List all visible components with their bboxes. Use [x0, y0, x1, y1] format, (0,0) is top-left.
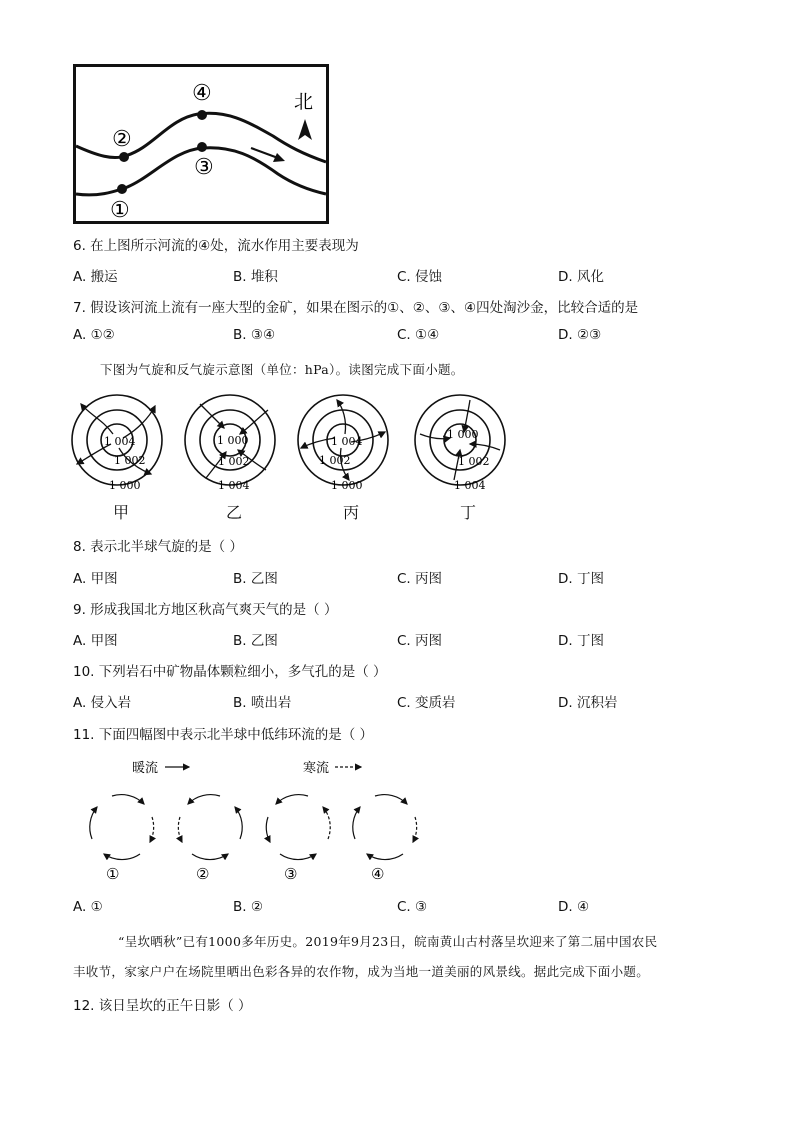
point-label-2: ② — [112, 127, 132, 152]
point-label-1: ① — [110, 198, 130, 223]
question-9: 9. 形成我国北方地区秋高气爽天气的是（ ） — [73, 602, 338, 618]
diagram-bing — [298, 395, 388, 492]
yi-center: 1 000 — [217, 434, 249, 447]
current-circle-3 — [266, 795, 330, 860]
q11-option-c[interactable]: C. ③ — [397, 899, 428, 915]
q6-option-a[interactable]: A. 搬运 — [73, 269, 118, 285]
current-circle-2 — [178, 795, 242, 860]
q8-option-d[interactable]: D. 丁图 — [558, 571, 604, 587]
question-7: 7. 假设该河流上流有一座大型的金矿，如果在图示的①、②、③、④四处淘沙金，比较合适的是 — [73, 300, 639, 316]
diagram-yi — [185, 395, 275, 492]
ding-outer: 1 004 — [454, 479, 486, 492]
river-map-figure — [73, 64, 329, 224]
pressure-diagrams — [70, 388, 520, 523]
point-label-4: ④ — [192, 81, 212, 106]
q9-option-b[interactable]: B. 乙图 — [233, 633, 278, 649]
q7-option-a[interactable]: A. ①② — [73, 327, 115, 343]
jia-outer: 1 000 — [109, 479, 141, 492]
q7-option-b[interactable]: B. ③④ — [233, 327, 276, 343]
yi-outer: 1 004 — [218, 479, 250, 492]
pressure-diagram-figure — [70, 388, 520, 523]
q6-option-b[interactable]: B. 堆积 — [233, 269, 278, 285]
caption-bing: 丙 — [343, 503, 360, 522]
bing-mid: 1 002 — [319, 454, 351, 467]
current-circle-4 — [353, 795, 417, 860]
north-label: 北 — [294, 91, 314, 113]
q6-option-c[interactable]: C. 侵蚀 — [397, 269, 443, 285]
current-diagrams — [85, 755, 430, 885]
bing-center: 1 004 — [331, 435, 363, 448]
intro-shaiqiu-line2: 丰收节，家家户户在场院里晒出色彩各异的农作物，成为当地一道美丽的风景线。据此完成下面小题。 — [73, 964, 650, 979]
yi-mid: 1 002 — [218, 455, 250, 468]
q10-option-d[interactable]: D. 沉积岩 — [558, 695, 618, 711]
bing-outer: 1 000 — [331, 479, 363, 492]
q10-option-c[interactable]: C. 变质岩 — [397, 695, 456, 711]
q7-option-c[interactable]: C. ①④ — [397, 327, 440, 343]
q11-option-d[interactable]: D. ④ — [558, 899, 590, 915]
q8-option-a[interactable]: A. 甲图 — [73, 571, 118, 587]
q10-option-b[interactable]: B. 喷出岩 — [233, 695, 292, 711]
diagram-ding — [415, 395, 505, 492]
question-11: 11. 下面四幅图中表示北半球中低纬环流的是（ ） — [73, 727, 374, 743]
current-label-4: ④ — [371, 865, 385, 883]
question-12: 12. 该日呈坎的正午日影（ ） — [73, 998, 252, 1014]
legend-cold: 寒流 — [303, 761, 330, 776]
q7-option-d[interactable]: D. ②③ — [558, 327, 602, 343]
caption-ding: 丁 — [460, 503, 477, 522]
q6-option-d[interactable]: D. 风化 — [558, 269, 604, 285]
q8-option-c[interactable]: C. 丙图 — [397, 571, 443, 587]
caption-jia: 甲 — [113, 503, 130, 522]
question-6: 6. 在上图所示河流的④处，流水作用主要表现为 — [73, 238, 359, 254]
jia-center: 1 004 — [104, 435, 136, 448]
diagram-jia — [72, 395, 162, 492]
q9-option-d[interactable]: D. 丁图 — [558, 633, 604, 649]
q8-option-b[interactable]: B. 乙图 — [233, 571, 278, 587]
river-map — [73, 64, 329, 224]
intro-shaiqiu-line1: “呈坎晒秋”已有1000多年历史。2019年9月23日，皖南黄山古村落呈坎迎来了第二届中国农民 — [118, 934, 658, 949]
intro-pressure: 下图为气旋和反气旋示意图（单位：hPa）。读图完成下面小题。 — [100, 362, 464, 377]
question-10: 10. 下列岩石中矿物晶体颗粒细小，多气孔的是（ ） — [73, 664, 387, 680]
q11-option-b[interactable]: B. ② — [233, 899, 263, 915]
current-circle-1 — [90, 795, 154, 860]
q10-option-a[interactable]: A. 侵入岩 — [73, 695, 132, 711]
caption-yi: 乙 — [226, 503, 243, 522]
ding-center: 1 000 — [447, 428, 479, 441]
current-diagram-figure — [85, 755, 430, 885]
current-label-3: ③ — [284, 865, 298, 883]
q11-option-a[interactable]: A. ① — [73, 899, 103, 915]
question-8: 8. 表示北半球气旋的是（ ） — [73, 539, 243, 555]
legend-warm: 暖流 — [132, 761, 159, 776]
current-label-1: ① — [106, 865, 120, 883]
jia-mid: 1 002 — [114, 454, 146, 467]
q9-option-c[interactable]: C. 丙图 — [397, 633, 443, 649]
point-label-3: ③ — [194, 155, 214, 180]
ding-mid: 1 002 — [458, 455, 490, 468]
current-label-2: ② — [196, 865, 210, 883]
q9-option-a[interactable]: A. 甲图 — [73, 633, 118, 649]
